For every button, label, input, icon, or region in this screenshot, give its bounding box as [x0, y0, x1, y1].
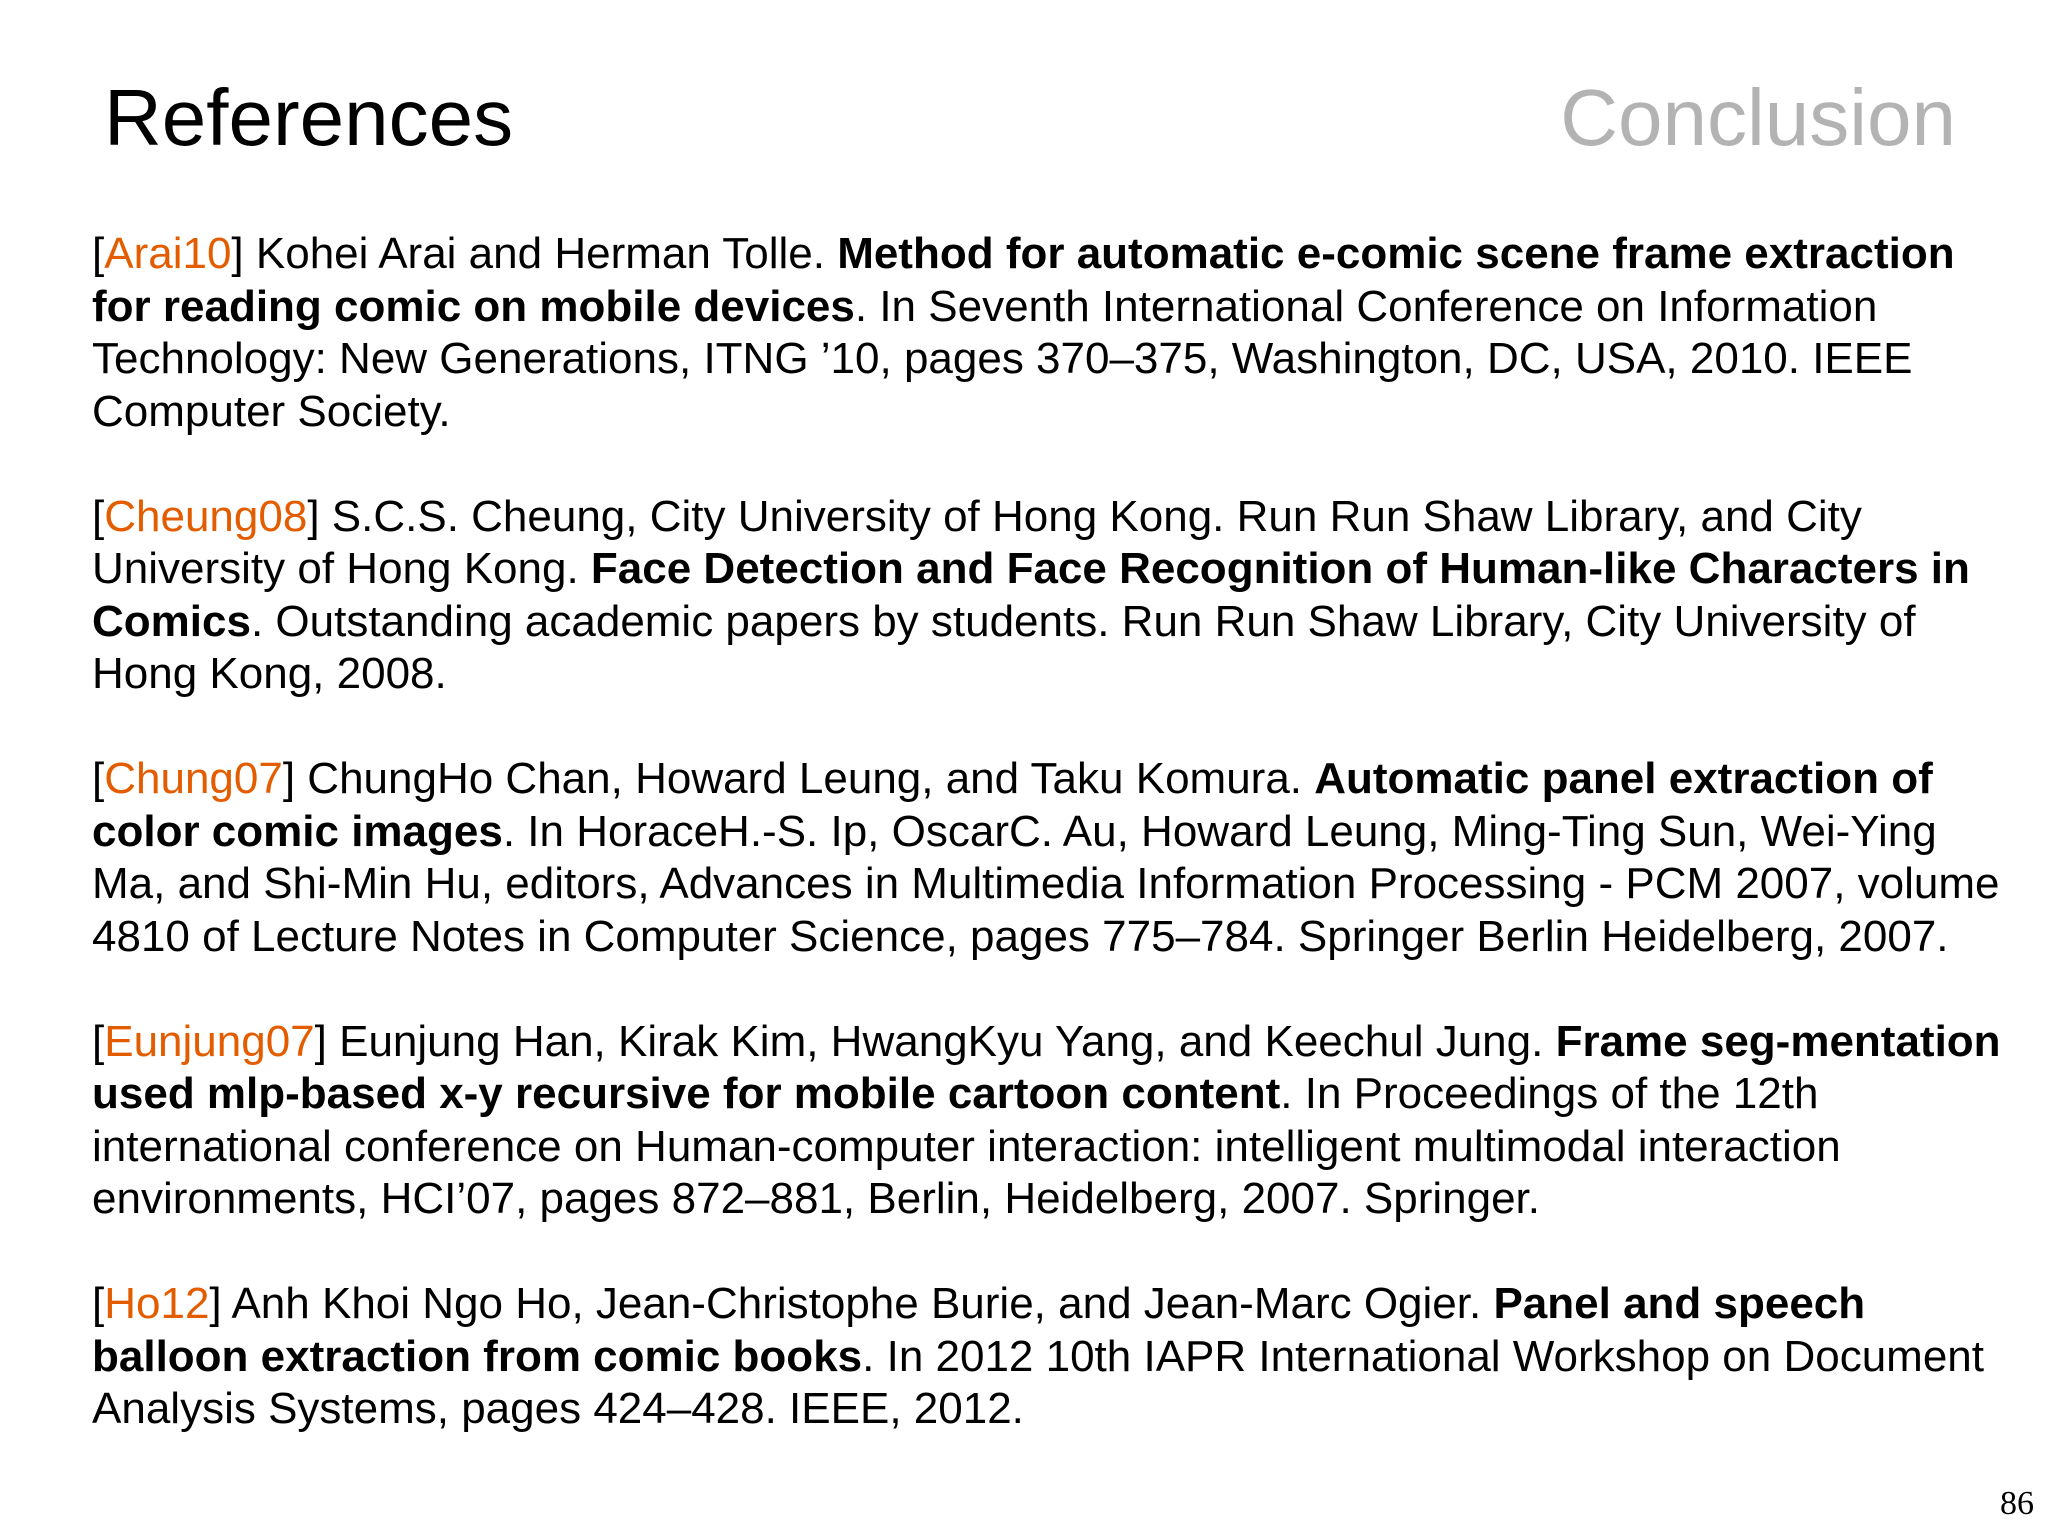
reference-authors: S.C.S. Cheung, City University of Hong Kong. Run Run Shaw Library, and City University of Hong Kong. [92, 491, 1862, 593]
reference-authors: Eunjung Han, Kirak Kim, HwangKyu Yang, and Keechul Jung. [326, 1016, 1556, 1066]
reference-item: [Eunjung07] Eunjung Han, Kirak Kim, HwangKyu Yang, and Keechul Jung. Frame seg-mentation used mlp-based x-y recursive for mobile cartoon content. In Proceedings of the 12th international conference on Human-computer interaction: intelligent multimodal interaction environments, HCI’07, pages 872–881, Berlin, Heidelberg, 2007. Springer. [92, 1016, 2001, 1223]
citation-key[interactable]: Cheung08 [104, 491, 308, 541]
reference-item: [Ho12] Anh Khoi Ngo Ho, Jean-Christophe Burie, and Jean-Marc Ogier. Panel and speech balloon extraction from comic books. In 2012 10th IAPR International Workshop on Document Analysis Systems, pages 424–428. IEEE, 2012. [92, 1279, 1984, 1433]
reference-title: Face Detection and Face Recognition of Human-like Characters in Comics [92, 544, 1970, 646]
citation-key[interactable]: Arai10 [104, 229, 232, 278]
reference-details: . Outstanding academic papers by students. Run Run Shaw Library, City University of Hong Kong, 2008. [92, 596, 1916, 698]
reference-authors: Kohei Arai and Herman Tolle. [243, 229, 838, 278]
citation-key[interactable]: Chung07 [104, 754, 283, 803]
reference-details: . In Proceedings of the 12th international conference on Human-computer interaction: intelligent multimodal interaction environments, HCI’07, pages 872–881, Berlin, Heidelberg, 2007. Springer. [92, 1069, 1841, 1223]
reference-details: . In HoraceH.-S. Ip, OscarC. Au, Howard Leung, Ming-Ting Sun, Wei-Ying Ma, and Shi-Min Hu, editors, Advances in Multimedia Information Processing - PCM 2007, volume 4810 of Lecture Notes in Computer Science, pages 775–784. Springer Berlin Heidelberg, 2007. [92, 806, 2000, 961]
reference-item: [Arai10] Kohei Arai and Herman Tolle. Method for automatic e-comic scene frame extraction for reading comic on mobile devices. In Seventh International Conference on Information Technology: New Generations, ITNG ’10, pages 370–375, Washington, DC, USA, 2010. IEEE Computer Society. [92, 229, 1955, 436]
reference-item: [Chung07] ChungHo Chan, Howard Leung, and Taku Komura. Automatic panel extraction of color comic images. In HoraceH.-S. Ip, OscarC. Au, Howard Leung, Ming-Ting Sun, Wei-Ying Ma, and Shi-Min Hu, editors, Advances in Multimedia Information Processing - PCM 2007, volume 4810 of Lecture Notes in Computer Science, pages 775–784. Springer Berlin Heidelberg, 2007. [92, 754, 2000, 961]
citation-key[interactable]: Ho12 [104, 1279, 210, 1328]
reference-list [92, 228, 2022, 1488]
citation-key[interactable]: Eunjung07 [104, 1016, 315, 1066]
reference-title: Frame seg-mentation used mlp-based x-y recursive for mobile cartoon content [92, 1016, 2001, 1118]
reference-title: Panel and speech balloon extraction from comic books [92, 1279, 1866, 1381]
reference-authors: Anh Khoi Ngo Ho, Jean-Christophe Burie, and Jean-Marc Ogier. [221, 1279, 1494, 1328]
reference-details: . In Seventh International Conference on Information Technology: New Generations, ITNG ’10, pages 370–375, Washington, DC, USA, 2010. IEEE Computer Society. [92, 281, 1913, 436]
reference-authors: ChungHo Chan, Howard Leung, and Taku Komura. [295, 754, 1315, 803]
reference-item: [Cheung08] S.C.S. Cheung, City University of Hong Kong. Run Run Shaw Library, and City University of Hong Kong. Face Detection and Face Recognition of Human-like Characters in Comics. Outstanding academic papers by students. Run Run Shaw Library, City University of Hong Kong, 2008. [92, 491, 1970, 698]
section-label: Conclusion [1560, 73, 1956, 162]
page-number: 86 [2000, 1485, 2034, 1522]
page-title: References [104, 73, 514, 162]
reference-title: Automatic panel extraction of color comic images [92, 754, 1933, 856]
reference-title: Method for automatic e-comic scene frame extraction for reading comic on mobile devices [92, 229, 1955, 331]
reference-details: . In 2012 10th IAPR International Workshop on Document Analysis Systems, pages 424–428. IEEE, 2012. [92, 1331, 1984, 1433]
